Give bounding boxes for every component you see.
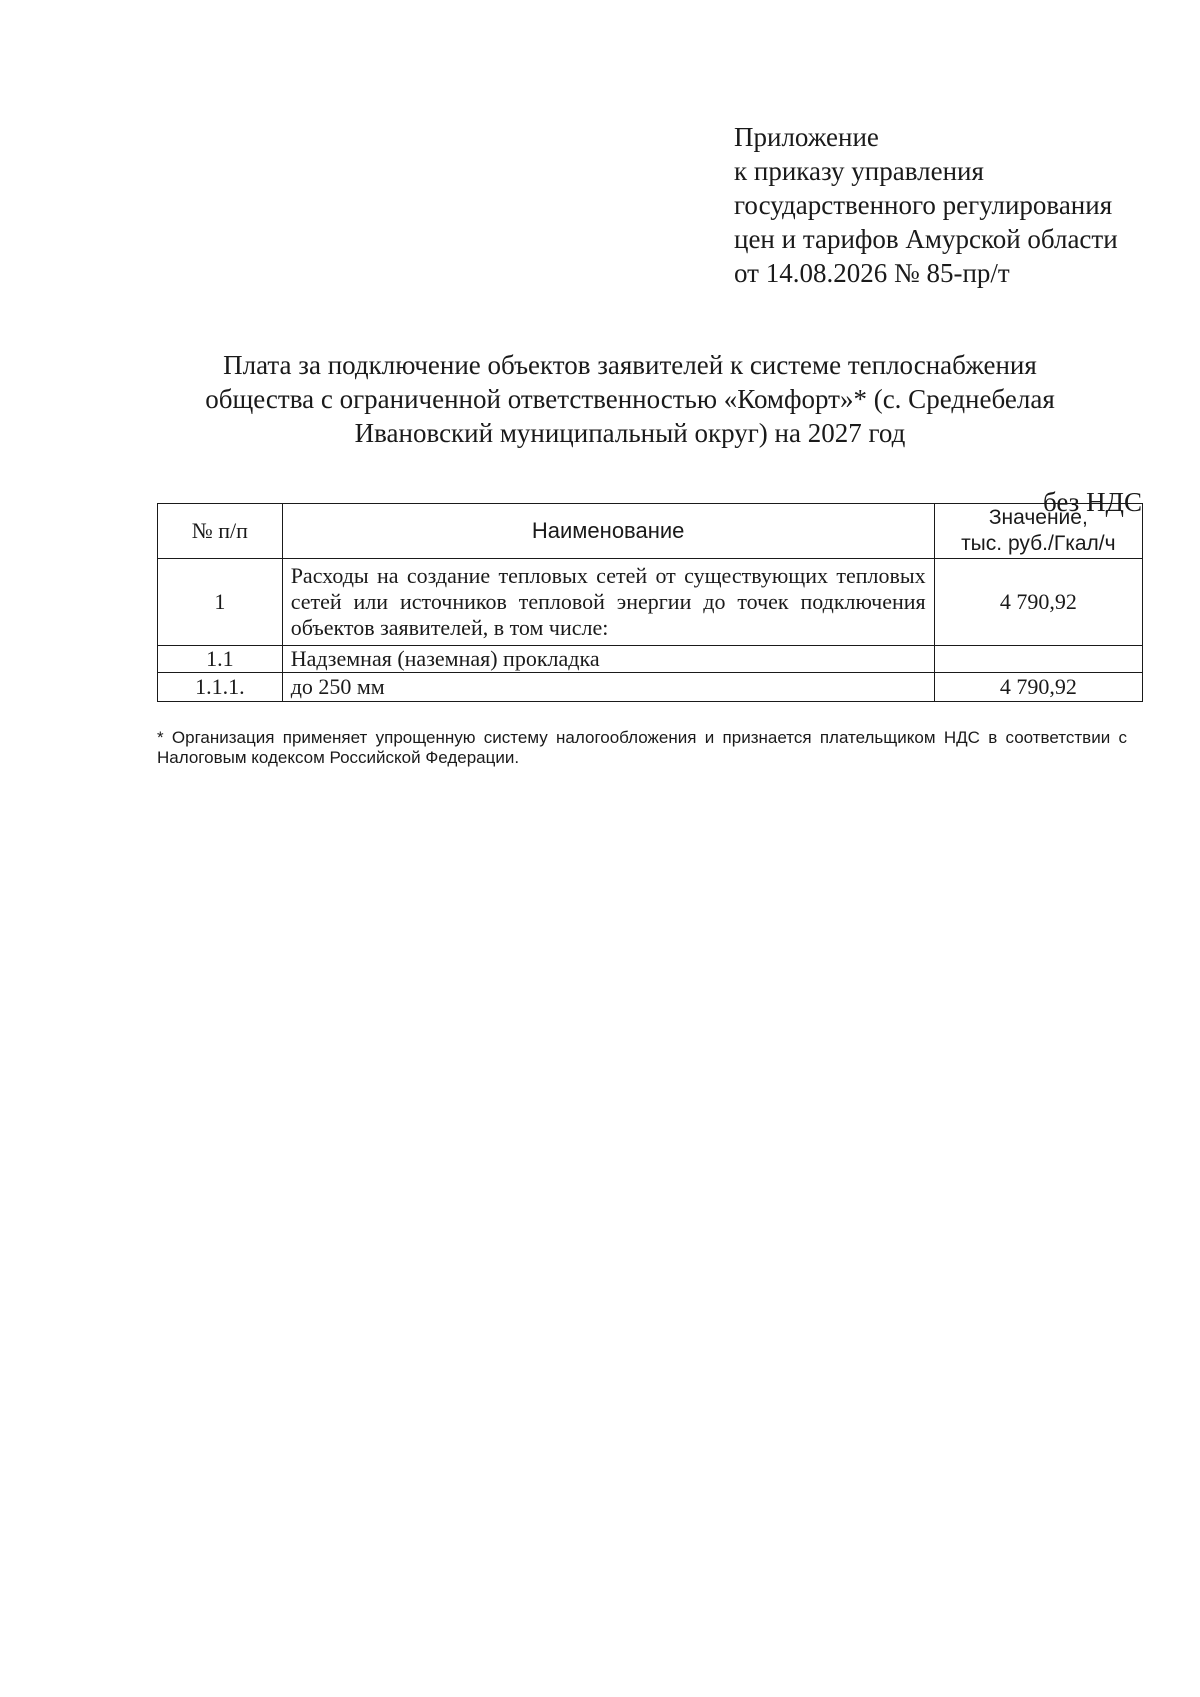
table-header-row (158, 504, 1143, 559)
unit-note: без НДС (1042, 487, 1142, 517)
header-value-line: Значение, (988, 506, 1088, 529)
title-line: общества с ограниченной ответственностью «Комфорт»* (с. Среднебелая (205, 384, 1055, 414)
appendix-line: от 14.08.2026 № 85-пр/т (734, 258, 1010, 288)
table-row (158, 673, 1143, 702)
footnote: * Организация применяет упрощенную систему налогообложения и признается плательщиком НДС в соответствии с Налоговым кодексом Российской Федерации. (157, 728, 1127, 767)
document-title (150, 348, 1110, 450)
row-value: 4 790,92 (934, 673, 1142, 702)
title-line: Плата за подключение объектов заявителей к системе теплоснабжения (223, 350, 1037, 380)
header-num: № п/п (158, 504, 283, 559)
row-name: Надземная (наземная) прокладка (282, 646, 934, 673)
appendix-line: государственного регулирования (734, 190, 1113, 220)
appendix-line: цен и тарифов Амурской области (734, 224, 1118, 254)
table-row (158, 559, 1143, 646)
row-value: 4 790,92 (934, 559, 1142, 646)
appendix-line: Приложение (734, 122, 879, 152)
row-value (934, 646, 1142, 673)
row-name: Расходы на создание тепловых сетей от существующих тепловых сетей или источников тепловой энергии до точек подключения объектов заявителей, в том числе: (282, 559, 934, 646)
row-num: 1 (158, 559, 283, 646)
table-row (158, 646, 1143, 673)
appendix-line: к приказу управления (734, 156, 984, 186)
row-name: до 250 мм (282, 673, 934, 702)
tariff-table (157, 503, 1143, 702)
header-value-unit: тыс. руб./Гкал/ч (961, 532, 1116, 555)
appendix-block (734, 120, 1118, 290)
header-name: Наименование (282, 504, 934, 559)
title-line: Ивановский муниципальный округ) на 2027 год (354, 418, 906, 448)
row-num: 1.1 (158, 646, 283, 673)
row-num: 1.1.1. (158, 673, 283, 702)
header-value (934, 504, 1142, 559)
